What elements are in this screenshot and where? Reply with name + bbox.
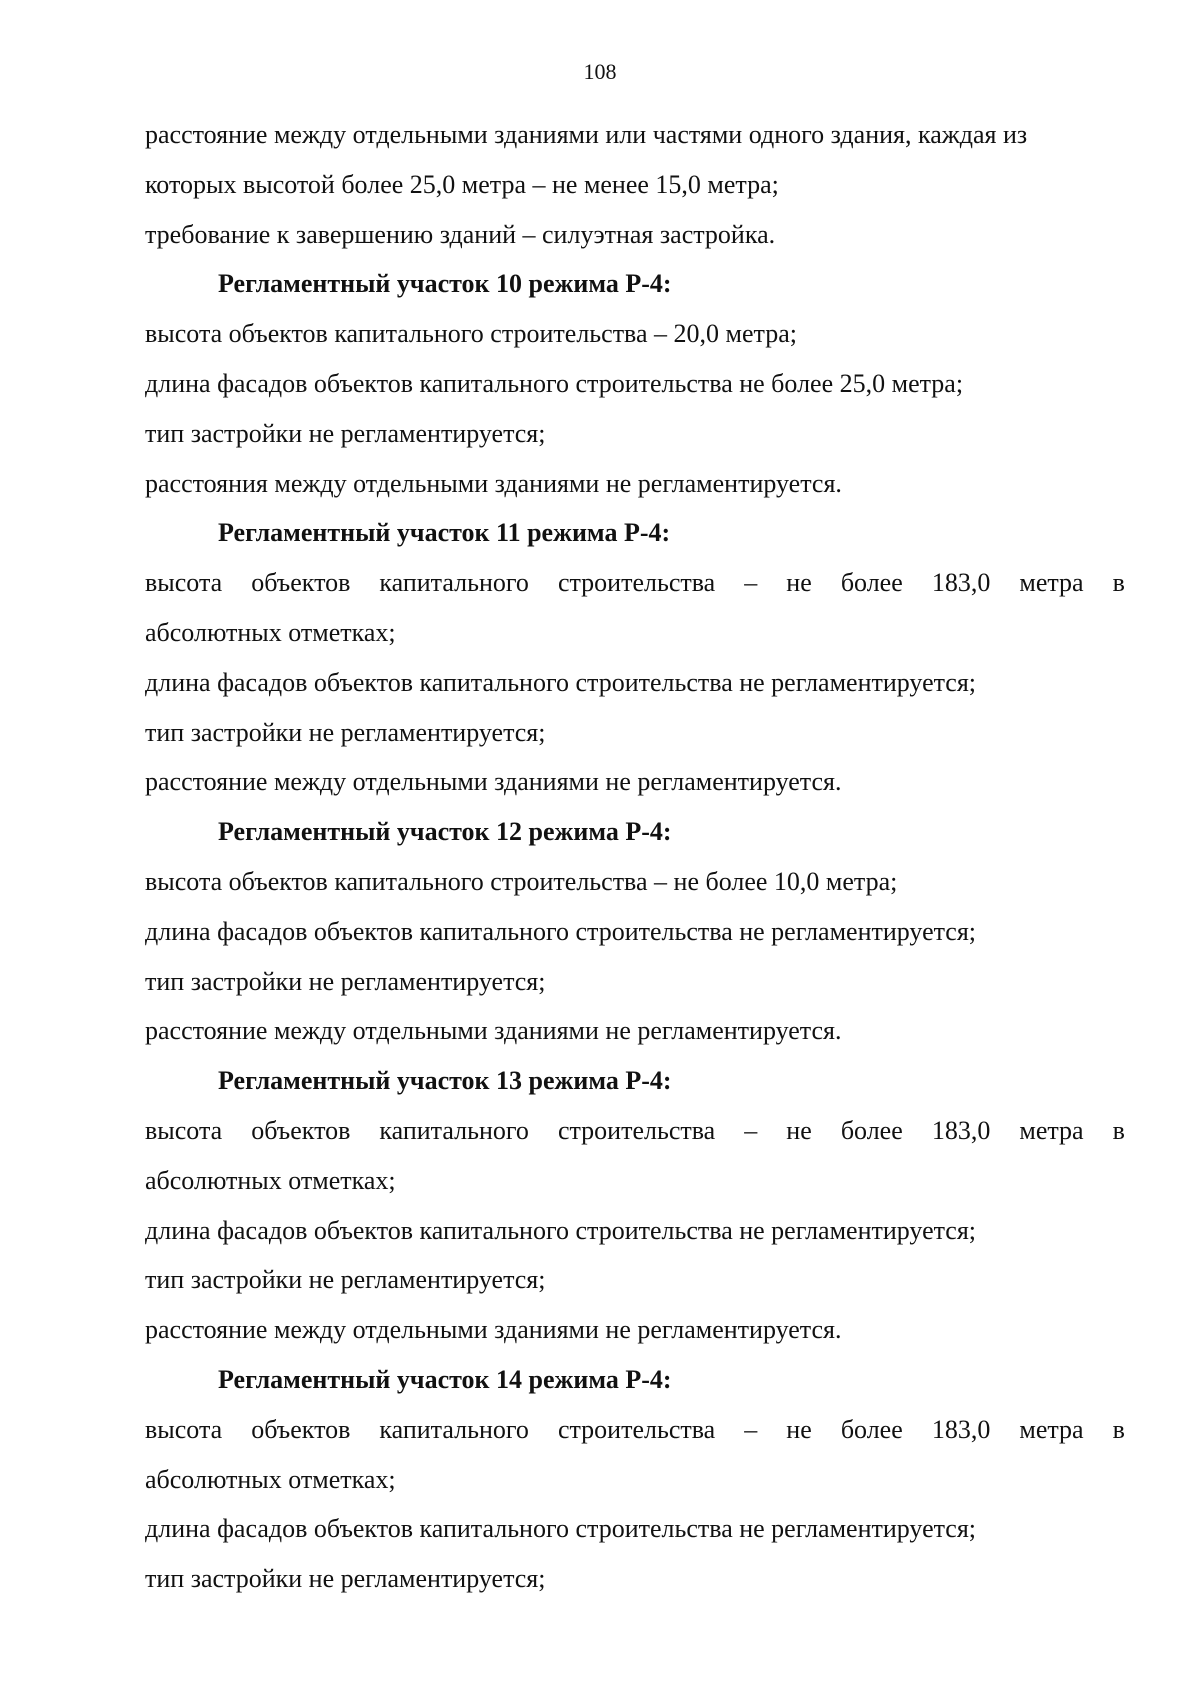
section-heading: Регламентный участок 13 режима Р-4: <box>218 1066 672 1096</box>
word: высота <box>145 568 223 598</box>
paragraph-line: высота объектов капитального строительства – 20,0 метра; <box>145 319 797 349</box>
paragraph-line: расстояние между отдельными зданиями не регламентируется. <box>145 767 842 797</box>
paragraph-line: длина фасадов объектов капитального строительства не регламентируется; <box>145 1514 977 1544</box>
section-heading: Регламентный участок 10 режима Р-4: <box>218 269 672 299</box>
paragraph-line: абсолютных отметках; <box>145 1165 396 1195</box>
paragraph-line: которых высотой более 25,0 метра – не менее 15,0 метра; <box>145 169 779 199</box>
word: – <box>744 1115 758 1145</box>
paragraph-line: длина фасадов объектов капитального строительства не регламентируется; <box>145 1215 977 1245</box>
section-heading: Регламентный участок 11 режима Р-4: <box>218 518 671 548</box>
word: высота <box>145 1115 223 1145</box>
word: более <box>840 568 903 598</box>
word: 183,0 <box>931 1115 991 1145</box>
word: в <box>1112 1115 1125 1145</box>
word: метра <box>1019 568 1084 598</box>
word: – <box>744 1414 758 1444</box>
word: объектов <box>251 568 351 598</box>
paragraph-line: расстояния между отдельными зданиями не регламентируется. <box>145 468 842 498</box>
paragraph-line: абсолютных отметках; <box>145 1464 396 1494</box>
paragraph-line: тип застройки не регламентируется; <box>145 1265 546 1295</box>
word: – <box>744 568 758 598</box>
word: метра <box>1019 1115 1084 1145</box>
word: 183,0 <box>931 568 991 598</box>
paragraph-line: длина фасадов объектов капитального строительства не регламентируется; <box>145 667 977 697</box>
section-heading: Регламентный участок 12 режима Р-4: <box>218 817 672 847</box>
paragraph-line <box>145 1106 1125 1156</box>
word: в <box>1112 568 1125 598</box>
paragraph-line <box>145 558 1125 608</box>
word: высота <box>145 1414 223 1444</box>
paragraph-line: расстояние между отдельными зданиями или частями одного здания, каждая из <box>145 120 1028 149</box>
word: более <box>840 1414 903 1444</box>
word: более <box>840 1115 903 1145</box>
paragraph-line: расстояние между отдельными зданиями не регламентируется. <box>145 1016 842 1046</box>
paragraph-line: тип застройки не регламентируется; <box>145 418 546 448</box>
word: в <box>1112 1414 1125 1444</box>
paragraph-line: расстояние между отдельными зданиями не регламентируется. <box>145 1315 842 1345</box>
paragraph-line: высота объектов капитального строительства – не более 10,0 метра; <box>145 866 898 896</box>
paragraph-line: требование к завершению зданий – силуэтная застройка. <box>145 219 776 249</box>
word: строительства <box>557 1115 716 1145</box>
word: 183,0 <box>931 1414 991 1444</box>
word: объектов <box>251 1115 351 1145</box>
word: объектов <box>251 1414 351 1444</box>
word: капитального <box>379 1414 529 1444</box>
page-number: 108 <box>583 59 617 84</box>
paragraph-line <box>145 1405 1125 1455</box>
word: метра <box>1019 1414 1084 1444</box>
word: строительства <box>557 568 716 598</box>
paragraph-line: длина фасадов объектов капитального строительства не более 25,0 метра; <box>145 368 964 398</box>
paragraph-line: тип застройки не регламентируется; <box>145 1564 546 1594</box>
paragraph-line: абсолютных отметках; <box>145 617 396 647</box>
word: не <box>786 568 812 598</box>
word: не <box>786 1115 812 1145</box>
word: капитального <box>379 568 529 598</box>
word: капитального <box>379 1115 529 1145</box>
document-body <box>145 110 1125 1604</box>
word: строительства <box>557 1414 716 1444</box>
paragraph-line: длина фасадов объектов капитального строительства не регламентируется; <box>145 916 977 946</box>
word: не <box>786 1414 812 1444</box>
section-heading: Регламентный участок 14 режима Р-4: <box>218 1364 672 1394</box>
paragraph-line: тип застройки не регламентируется; <box>145 717 546 747</box>
paragraph-line: тип застройки не регламентируется; <box>145 966 546 996</box>
